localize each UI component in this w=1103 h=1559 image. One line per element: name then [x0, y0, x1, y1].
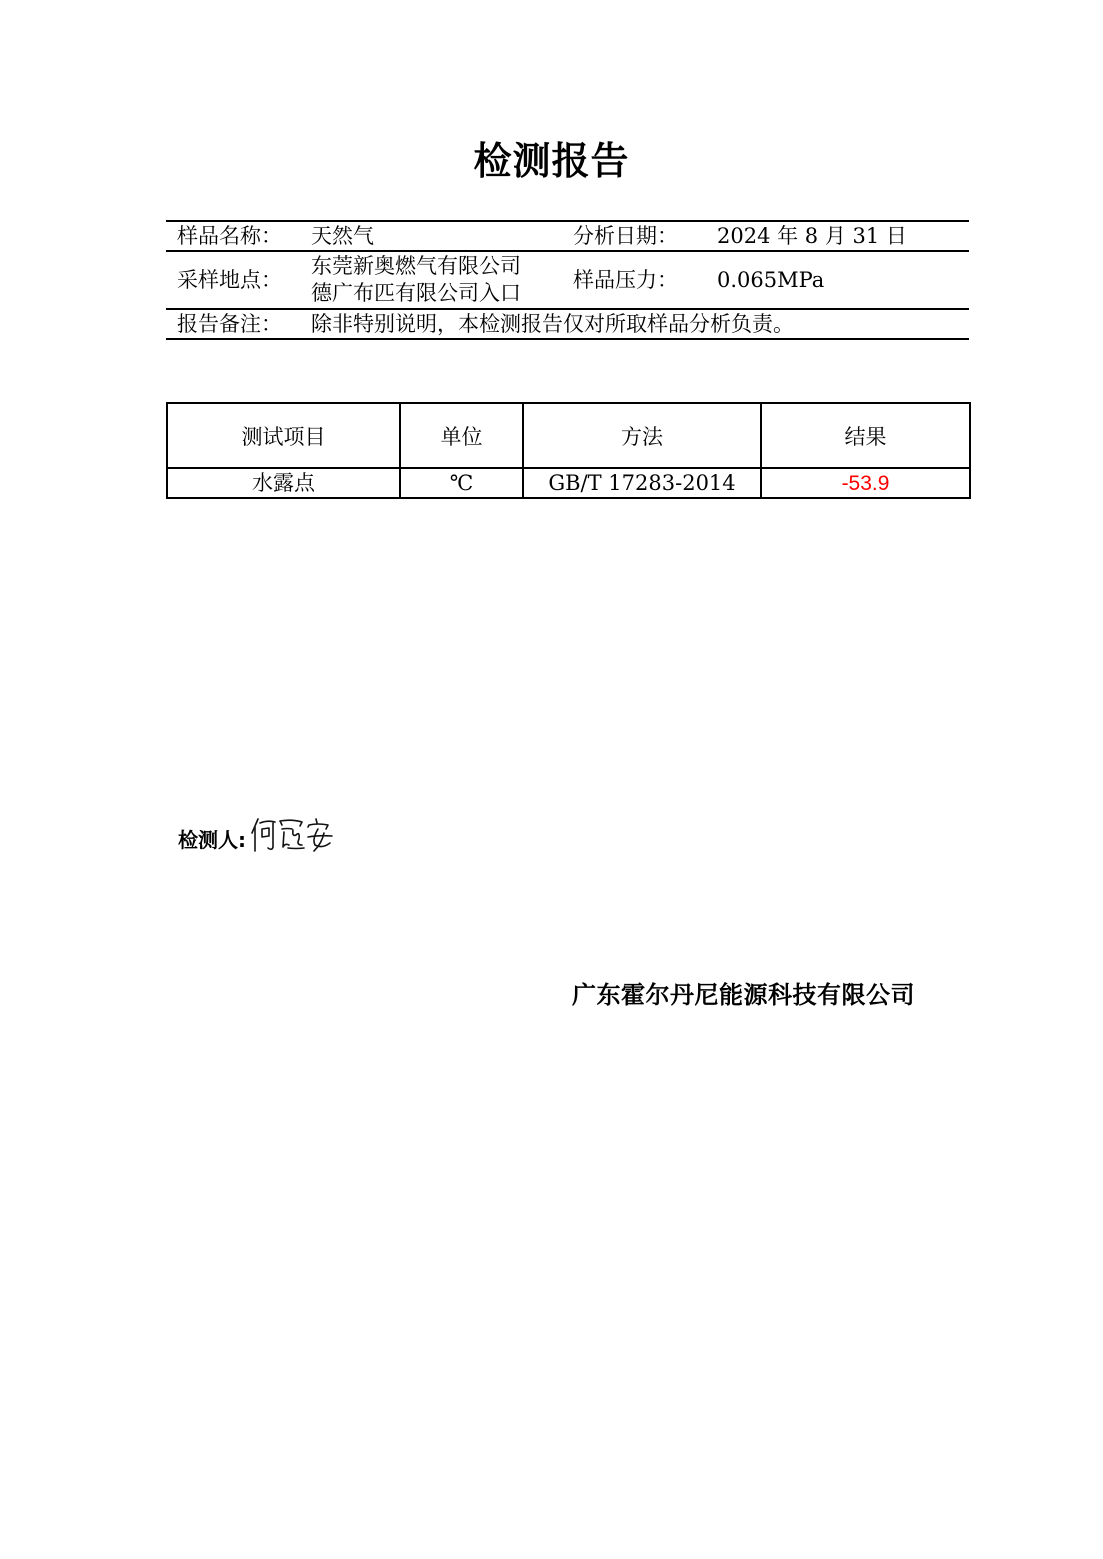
sampling-site-label: 采样地点：	[177, 267, 282, 292]
analysis-date-value: 2024 年 8 月 31 日	[717, 223, 907, 248]
table-row	[167, 468, 970, 498]
sample-info-table	[166, 220, 969, 340]
results-header-row	[167, 403, 970, 468]
cell-method: GB/T 17283-2014	[523, 468, 761, 498]
header-unit: 单位	[400, 403, 523, 468]
sample-name-value: 天然气	[311, 223, 374, 248]
header-test-item: 测试项目	[167, 403, 400, 468]
sample-name-label: 样品名称：	[177, 223, 282, 248]
sampling-site-line2: 德广布匹有限公司入口	[311, 281, 521, 305]
inspector-signature	[248, 815, 334, 862]
cell-test-item: 水露点	[167, 468, 400, 498]
inspector-label: 检测人:	[178, 828, 246, 852]
info-row-sample	[166, 221, 969, 251]
cell-result	[761, 468, 970, 498]
signature-drawing	[248, 815, 334, 857]
result-value: -53.9	[841, 471, 890, 495]
sample-pressure-label: 样品压力：	[573, 267, 678, 292]
analysis-date-label: 分析日期：	[573, 223, 678, 248]
header-method: 方法	[523, 403, 761, 468]
cell-unit: ℃	[400, 468, 523, 498]
sample-pressure-value: 0.065MPa	[717, 267, 825, 292]
inspector-line	[178, 815, 334, 862]
sampling-site-line1: 东莞新奥燃气有限公司	[311, 254, 521, 278]
info-row-remarks	[166, 309, 969, 339]
remarks-value: 除非特别说明，本检测报告仅对所取样品分析负责。	[311, 311, 794, 336]
sampling-site-value	[311, 251, 573, 309]
report-title: 检测报告	[473, 139, 630, 183]
remarks-label: 报告备注：	[177, 311, 282, 336]
results-table	[166, 402, 971, 499]
info-row-site	[166, 251, 969, 309]
header-result: 结果	[761, 403, 970, 468]
company-name: 广东霍尔丹尼能源科技有限公司	[572, 981, 915, 1009]
